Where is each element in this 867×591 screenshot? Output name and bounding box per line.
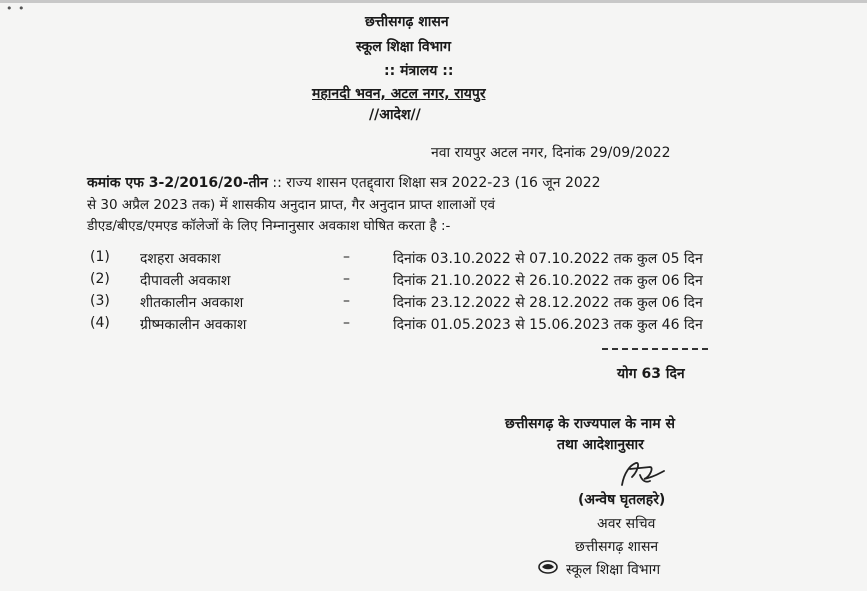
signatory-name: (अन्वेष घृतलहरे) — [578, 492, 666, 508]
signature-image — [610, 455, 670, 491]
holiday-dates: दिनांक 03.10.2022 से 07.10.2022 तक कुल 05 दिन — [393, 251, 703, 267]
authority-line-2: तथा आदेशानुसार — [557, 437, 644, 453]
holiday-number: (2) — [90, 271, 110, 287]
reference-number: कमांक एफ 3-2/2016/20-तीन — [87, 175, 268, 191]
holiday-dates: दिनांक 23.12.2022 से 28.12.2022 तक कुल 06 दिन — [393, 295, 703, 311]
body-text-1: :: राज्य शासन एतद्द्वारा शिक्षा सत्र 2022-23 (16 जून 2022 — [272, 175, 601, 191]
seal-stamp-icon — [537, 559, 559, 575]
body-line-3: डीएड/बीएड/एमएड कॉलेजों के लिए निम्नानुसार अवकाश घोषित करता है :- — [87, 218, 451, 234]
signatory-designation: अवर सचिव — [597, 516, 656, 532]
govt-name: छत्तीसगढ़ शासन — [365, 14, 449, 30]
holiday-dates: दिनांक 01.05.2023 से 15.06.2023 तक कुल 46 दिन — [393, 317, 703, 333]
holiday-number: (3) — [90, 293, 110, 309]
corner-dots: • • — [6, 2, 26, 15]
holiday-name: शीतकालीन अवकाश — [140, 295, 244, 311]
holiday-number: (4) — [90, 315, 110, 331]
signatory-govt: छत्तीसगढ़ शासन — [575, 539, 659, 555]
body-line-1 — [87, 173, 601, 192]
department-name: स्कूल शिक्षा विभाग — [356, 39, 452, 55]
authority-line-1: छत्तीसगढ़ के राज्यपाल के नाम से — [505, 416, 675, 432]
total-days: योग 63 दिन — [617, 366, 685, 382]
ministry-label: :: मंत्रालय :: — [384, 63, 454, 79]
dateline: नवा रायपुर अटल नगर, दिनांक 29/09/2022 — [431, 145, 671, 161]
holiday-name: ग्रीष्मकालीन अवकाश — [140, 317, 247, 333]
address-line: महानदी भवन, अटल नगर, रायपुर — [312, 86, 486, 102]
total-divider — [602, 348, 708, 350]
holiday-name: दीपावली अवकाश — [140, 273, 231, 289]
holiday-number: (1) — [90, 249, 110, 265]
holiday-name: दशहरा अवकाश — [140, 251, 221, 267]
body-line-2: से 30 अप्रैल 2023 तक) में शासकीय अनुदान प्राप्त, गैर अनुदान प्राप्त शालाओं एवं — [87, 197, 495, 213]
signatory-department: स्कूल शिक्षा विभाग — [566, 562, 661, 578]
holiday-dash: – — [343, 249, 350, 265]
holiday-dash: – — [343, 315, 350, 331]
order-title: //आदेश// — [369, 107, 421, 123]
holiday-dates: दिनांक 21.10.2022 से 26.10.2022 तक कुल 06 दिन — [393, 273, 703, 289]
holiday-dash: – — [343, 271, 350, 287]
top-border — [0, 0, 867, 3]
holiday-dash: – — [343, 293, 350, 309]
